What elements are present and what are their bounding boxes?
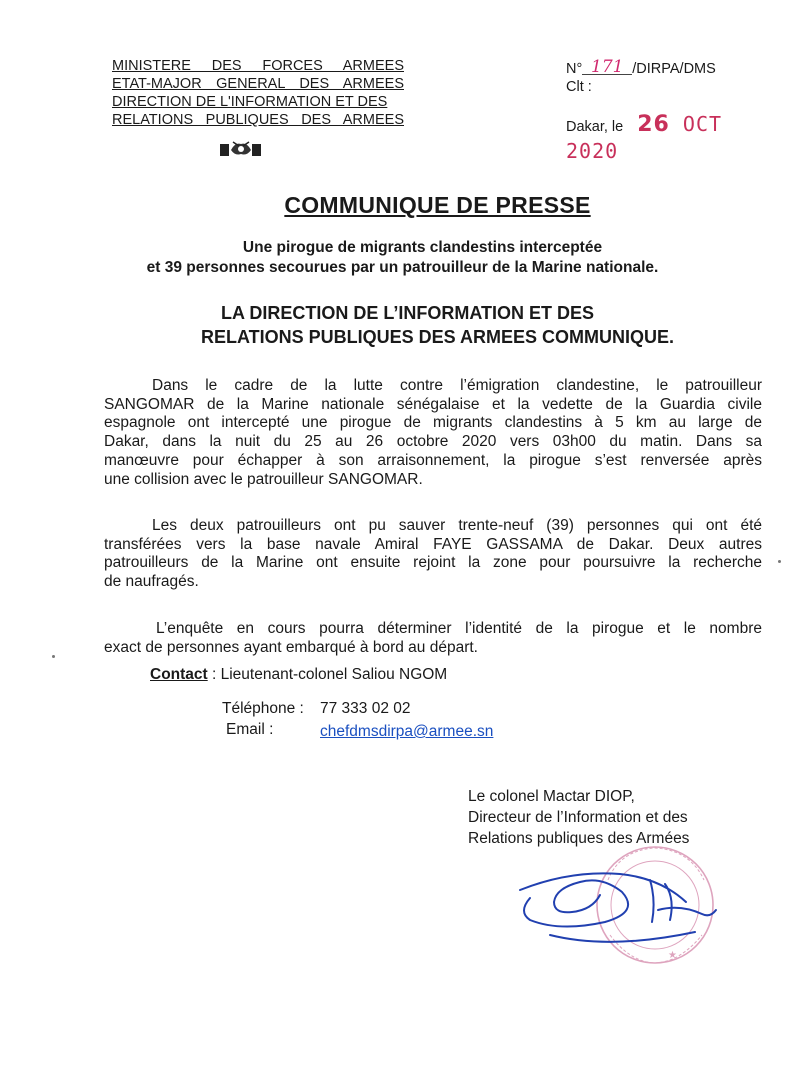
dateline bbox=[566, 112, 785, 166]
handwritten-signature-icon bbox=[520, 873, 716, 941]
contact-name: : Lieutenant-colonel Saliou NGOM bbox=[207, 666, 448, 683]
header-etat-major: ETAT-MAJOR GENERAL DES ARMEES bbox=[112, 76, 404, 92]
page-title: COMMUNIQUE DE PRESSE bbox=[284, 192, 591, 218]
svg-text:★: ★ bbox=[668, 950, 677, 961]
signatory-name: Le colonel Mactar DIOP, bbox=[468, 788, 635, 805]
subtitle-line-2: et 39 personnes secourues par un patrouilleur de la Marine nationale. bbox=[146, 259, 659, 276]
contact-line bbox=[150, 666, 447, 684]
handwritten-number: 171 bbox=[582, 60, 632, 75]
phone-number: 77 333 02 02 bbox=[320, 700, 411, 717]
scan-speck bbox=[52, 655, 55, 658]
official-seal-and-signature bbox=[490, 840, 730, 970]
header-direction: DIRECTION DE L'INFORMATION ET DES bbox=[112, 94, 388, 110]
signatory-title-1: Directeur de l’Information et des bbox=[468, 809, 688, 826]
date-stamp: 26 OCT 2020 bbox=[566, 112, 723, 163]
reference-clt: Clt : bbox=[566, 79, 592, 95]
header-relations: RELATIONS PUBLIQUES DES ARMEES bbox=[112, 112, 404, 128]
subtitle-line-1: Une pirogue de migrants clandestins interceptée bbox=[242, 239, 603, 256]
seal-stamp-icon bbox=[597, 847, 713, 963]
contact-label: Contact bbox=[150, 666, 208, 683]
paragraph-1: Dans le cadre de la lutte contre l’émigration clandestine, le patrouilleur SANGOMAR de la Marine nationale sénégalaise et la vedette de la Guardia civile espagnole ont intercepté une pirogue de migrants clandestins à 5 km au large de Dakar, dans la nuit du 25 au 26 octobre 2020 vers 03h00 du matin. Dans sa manœuvre pour échapper à son arraisonnement, la pirogue s’est renversée après une collision avec le patrouilleur SANGOMAR. bbox=[104, 377, 762, 488]
ministry-emblem-icon bbox=[219, 138, 263, 160]
email-link[interactable]: chefdmsdirpa@armee.sn bbox=[320, 723, 494, 740]
direction-line-2: RELATIONS PUBLIQUES DES ARMEES COMMUNIQUE. bbox=[200, 327, 675, 347]
phone-label: Téléphone : bbox=[222, 700, 304, 717]
paragraph-3: L’enquête en cours pourra déterminer l’identité de la pirogue et le nombre exact de personnes ayant embarqué à bord au départ. bbox=[104, 620, 762, 656]
header-ministry: MINISTERE DES FORCES ARMEES bbox=[112, 58, 404, 74]
email-label: Email : bbox=[226, 721, 274, 738]
scan-speck bbox=[778, 560, 781, 563]
reference-number: N° 171 /DIRPA/DMS bbox=[566, 57, 716, 77]
direction-line-1: LA DIRECTION DE L’INFORMATION ET DES bbox=[221, 303, 594, 323]
signatory-title-2: Relations publiques des Armées bbox=[468, 830, 690, 847]
dateline-place: Dakar, le bbox=[566, 119, 624, 135]
paragraph-2: Les deux patrouilleurs ont pu sauver trente-neuf (39) personnes qui ont été transférées vers la base navale Amiral FAYE GASSAMA de Dakar. Deux autres patrouilleurs de la Marine ont ensuite rejoint la zone pour poursuivre la recherche de naufragés. bbox=[104, 517, 762, 591]
